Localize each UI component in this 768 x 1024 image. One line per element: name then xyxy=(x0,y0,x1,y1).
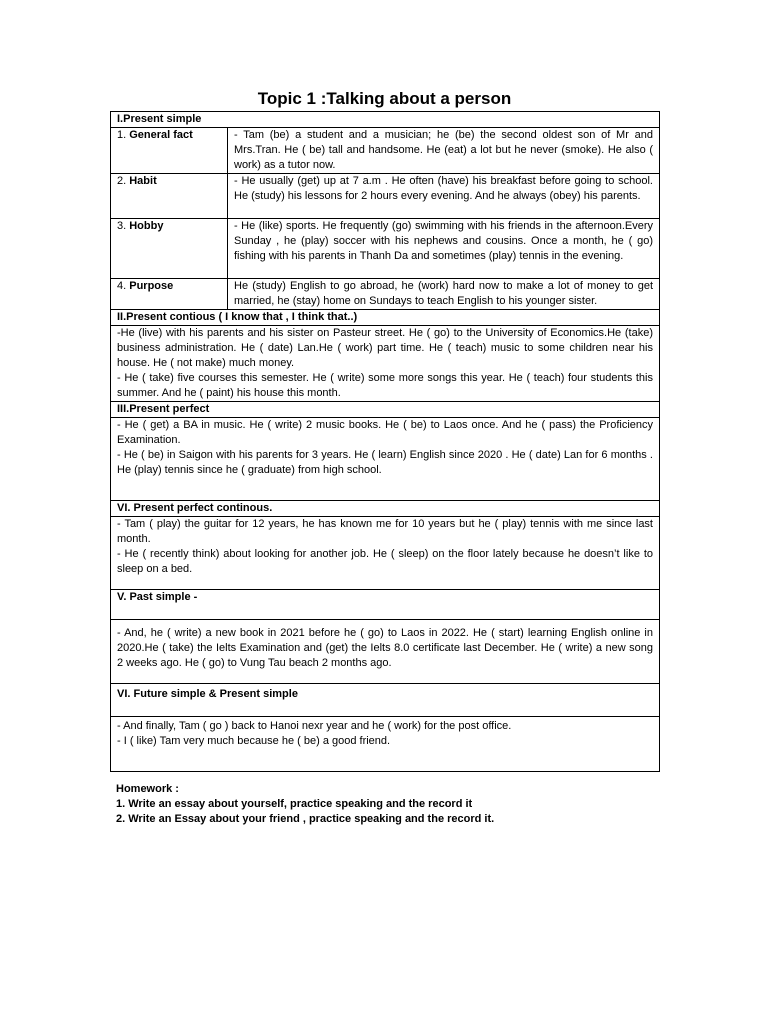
section-body-present-perfect xyxy=(111,418,660,501)
row-label xyxy=(111,279,228,310)
table-row xyxy=(111,279,660,310)
section-text xyxy=(111,326,660,402)
section-header-past-simple xyxy=(111,590,660,620)
section-body-past-simple xyxy=(111,620,660,684)
homework-item: 2. Write an Essay about your friend , practice speaking and the record it. xyxy=(116,813,495,825)
row-label-text: General fact xyxy=(129,129,193,141)
text-line: - And finally, Tam ( go ) back to Hanoi nexr year and he ( work) for the post office. xyxy=(117,720,512,732)
section-text xyxy=(111,717,660,772)
row-label-text: Habit xyxy=(129,175,157,187)
section-heading: II.Present contious ( I know that , I think that..) xyxy=(111,310,660,326)
section-text xyxy=(111,418,660,501)
section-header-present-perfect xyxy=(111,402,660,418)
section-header-present-simple xyxy=(111,112,660,128)
row-number: 2. xyxy=(117,175,130,187)
section-heading: V. Past simple - xyxy=(111,590,660,620)
section-header-present-continuous xyxy=(111,310,660,326)
section-heading: VI. Future simple & Present simple xyxy=(111,684,660,717)
row-text: - He (like) sports. He frequently (go) swimming with his friends in the afternoon.Every Sunday , he (play) soccer with his nephews and cousins. Once a month, he ( go) fishing with his parents in Thanh Da and sometimes (play) tennis in the evening. xyxy=(228,219,660,279)
homework-heading: Homework : xyxy=(116,783,179,795)
text-line: - He ( take) five courses this semester. He ( write) some more songs this year. He ( teach) four students this summer. And he ( paint) his house this month. xyxy=(117,372,653,399)
worksheet-table xyxy=(110,111,660,772)
table-row xyxy=(111,128,660,174)
row-label-text: Hobby xyxy=(129,220,164,232)
section-body-present-perfect-continuous xyxy=(111,517,660,590)
row-label xyxy=(111,174,228,219)
row-label xyxy=(111,219,228,279)
row-text: - He usually (get) up at 7 a.m . He often (have) his breakfast before going to school. He (study) his lessons for 2 hours every evening. And he always (obey) his parents. xyxy=(228,174,660,219)
homework-item: 1. Write an essay about yourself, practice speaking and the record it xyxy=(116,798,473,810)
page-title: Topic 1 :Talking about a person xyxy=(257,89,512,108)
section-header-future-simple xyxy=(111,684,660,717)
text-line: - And, he ( write) a new book in 2021 before he ( go) to Laos in 2022. He ( start) learning English online in 2020.He ( take) the Ielts Examination and (get) the Ielts 8.0 certificate last December. He ( write) a new song 2 weeks ago. He ( go) to Vung Tau beach 2 months ago. xyxy=(117,627,653,669)
section-body-present-continuous xyxy=(111,326,660,402)
table-row xyxy=(111,219,660,279)
text-line: - He ( recently think) about looking for another job. He ( sleep) on the floor lately because he doesn’t like to sleep on a bed. xyxy=(117,548,653,575)
row-text: - Tam (be) a student and a musician; he (be) the second oldest son of Mr and Mrs.Tran. He ( be) tall and handsome. He (eat) a lot but he never (smoke). He also ( work) as a tutor now. xyxy=(228,128,660,174)
section-heading: VI. Present perfect continous. xyxy=(111,501,660,517)
row-number: 4. xyxy=(117,280,130,292)
row-number: 1. xyxy=(117,129,130,141)
section-text xyxy=(111,517,660,590)
row-label-text: Purpose xyxy=(129,280,174,292)
section-header-present-perfect-continuous xyxy=(111,501,660,517)
row-text: He (study) English to go abroad, he (work) hard now to make a lot of money to get married, he (stay) home on Sundays to teach English to his younger sister. xyxy=(228,279,660,310)
homework-section xyxy=(116,782,676,827)
text-line: - He ( get) a BA in music. He ( write) 2 music books. He ( be) to Laos once. And he ( pass) the Proficiency Examination. xyxy=(117,419,653,446)
table-row xyxy=(111,174,660,219)
row-label xyxy=(111,128,228,174)
text-line: - Tam ( play) the guitar for 12 years, he has known me for 10 years but he ( play) tennis with me since last month. xyxy=(117,518,653,545)
row-number: 3. xyxy=(117,220,130,232)
text-line: - He ( be) in Saigon with his parents for 3 years. He ( learn) English since 2020 . He ( date) Lan for 6 months . He (play) tennis since he ( graduate) from high school. xyxy=(117,449,653,476)
text-line: - I ( like) Tam very much because he ( be) a good friend. xyxy=(117,735,391,747)
text-line: -He (live) with his parents and his sister on Pasteur street. He ( go) to the University of Economics.He (take) business administration. He ( date) Lan.He ( work) part time. He ( teach) music to some children near his house. He ( not make) much money. xyxy=(117,327,653,369)
section-heading: III.Present perfect xyxy=(111,402,660,418)
section-text xyxy=(111,620,660,684)
section-heading: I.Present simple xyxy=(111,112,660,128)
section-body-future-simple xyxy=(111,717,660,772)
